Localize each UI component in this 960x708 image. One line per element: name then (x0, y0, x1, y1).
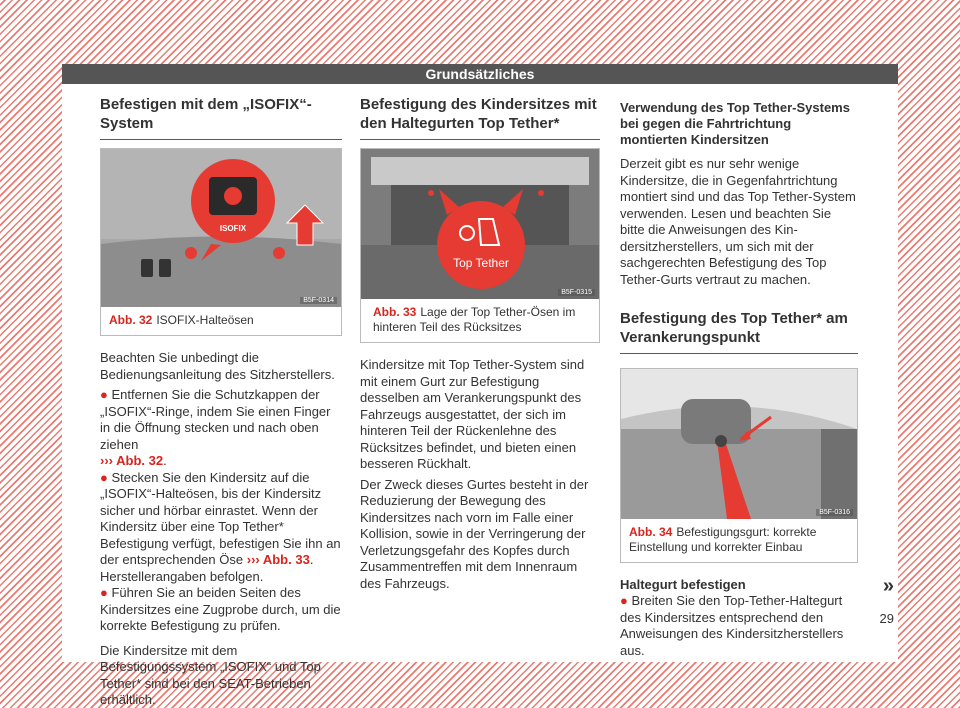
figure-tether-belt (620, 368, 858, 563)
figure-caption (361, 299, 599, 342)
manual-page (62, 64, 898, 707)
bullet-text: Stecken Sie den Kindersitz auf die „ISOFIX“-Halteösen, bis der Kindersitz sicher und hörbar einrastet. Wenn der Kindersitz über eine Top Tether* Befestigung verfügt, befestigen Sie ihn an der entsprechenden Öse (100, 469, 341, 567)
isofix-image (101, 149, 341, 307)
intro-text: Beachten Sie unbedingt die Bedienungsanleitung des Sitzherstellers. (100, 350, 335, 382)
subheading: Haltegurt befestigen (620, 577, 746, 592)
rearward-heading: Verwendung des Top Tether-Systems bei gegen die Fahrtrichtung montierten Kindersitzen (620, 100, 850, 147)
top-tether-illustration (361, 149, 599, 299)
bullet-item (100, 585, 342, 635)
top-tether-badge-text: Top Tether (453, 256, 509, 270)
figure-number: Abb. 34 (629, 525, 673, 539)
top-tether-section-title: Befestigung des Kindersitzes mit den Haltegurten Top Tether* (360, 90, 600, 140)
figure-caption-text: ISOFIX-Halteösen (156, 313, 254, 327)
page-number: 29 (879, 611, 894, 626)
bullet-text: Entfernen Sie die Schutzkappen der „ISOFIX“-Ringe, indem Sie einen Finger in die Öffnung stecken und nach oben ziehen (100, 387, 331, 452)
isofix-illustration (101, 149, 341, 307)
continue-icon: » (882, 575, 894, 597)
bullet-icon: ● (620, 593, 628, 608)
figure-number: Abb. 33 (373, 305, 417, 319)
paragraph: Der Zweck dieses Gurtes besteht in der Reduzierung der Bewegung des Kindersitzes nach vorn im Falle einer Kollision, sowie in der Verringerung der Verletzungsgefahr des Kopfes durch Zusammentreffen mit dem Innenraum des Fahrzeugs. (360, 476, 589, 591)
figure-caption (621, 519, 857, 562)
figure-caption-text: Befestigungsgurt: korrekte Einstellung und korrekter Einbau (629, 525, 817, 554)
figure-code: B5F-0316 (816, 509, 853, 516)
tether-belt-image (621, 369, 857, 519)
figure-code: B5F-0314 (300, 297, 337, 304)
paragraph: Derzeit gibt es nur sehr wenige Kindersitze, die in Gegenfahrtrichtung montiert sind und das Top Tether-System verwenden. Lesen und beachten Sie bitte die Anweisungen des Kindersitzherstellers, um sich mit der sachgerechten Befestigung des Top Tether-Gurts vertraut zu machen. (620, 156, 856, 287)
figure-top-tether (360, 148, 600, 343)
figure-reference[interactable]: ››› Abb. 32 (100, 453, 164, 468)
column-isofix (100, 90, 342, 708)
figure-reference[interactable]: ››› Abb. 33 (246, 552, 310, 567)
bullet-text-tail: . Herstellerangaben befolgen. (100, 552, 314, 584)
figure-caption-text: Lage der Top Tether-Ösen im hinteren Teil des Rücksitzes (373, 305, 576, 334)
anchor-section-title: Befestigung des Top Tether* am Verankerungspunkt (620, 304, 858, 354)
figure-number: Abb. 32 (109, 313, 153, 327)
bullet-icon: ● (100, 469, 108, 485)
section-header: Grundsätzliches (62, 64, 898, 84)
figure-caption (101, 307, 341, 335)
bullet-icon: ● (100, 387, 108, 402)
paragraph: Kindersitze mit Top Tether-System sind mit einem Gurt zur Befestigung desselben am Verankerungspunkt des Fahrzeugs ausgestattet, der sich im hinteren Teil der Rückenlehne des Rücksitzes befindet, und bieten einen besseren Rückhalt. (360, 357, 585, 471)
isofix-badge-text: ISOFIX (219, 224, 247, 233)
bullet-item (100, 470, 342, 586)
figure-code: B5F-0315 (558, 289, 595, 296)
bullet-icon: ● (100, 585, 108, 600)
isofix-section-title: Befestigen mit dem „ISOFIX“-System (100, 90, 342, 140)
column-rearward (620, 90, 858, 659)
bullet-item (620, 593, 858, 659)
bullet-item: ● Entfernen Sie die Schutzkappen der „ISOFIX“-Ringe, indem Sie einen Finger in die Öffnung stecken und nach oben ziehen ››› Abb. 32. (100, 387, 331, 468)
top-tether-image (361, 149, 599, 299)
tether-belt-illustration (621, 369, 857, 519)
outro-text: Die Kindersitze mit dem Befestigungssystem „ISOFIX“ und Top Tether* sind bei den SEAT-Betrieben erhältlich. (100, 642, 321, 707)
bullet-text: Breiten Sie den Top-Tether-Haltegurt des Kindersitzes entsprechend den Anweisungen des Kindersitzherstellers aus. (620, 593, 844, 658)
column-top-tether (360, 90, 600, 592)
bullet-text: Führen Sie an beiden Seiten des Kindersitzes eine Zugprobe durch, um die korrekte Befestigung zu prüfen. (100, 585, 341, 633)
figure-isofix (100, 148, 342, 336)
